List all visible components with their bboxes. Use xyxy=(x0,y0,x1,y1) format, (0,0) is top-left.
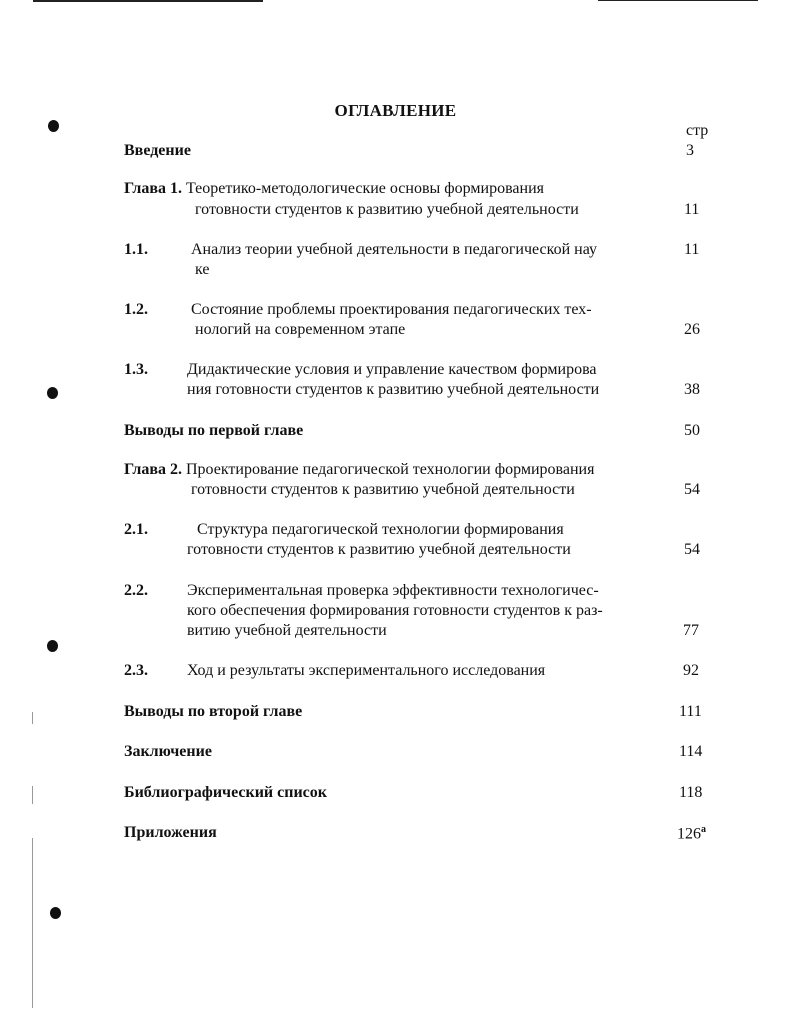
toc-page-number: 26 xyxy=(684,321,700,338)
toc-number: 1.2. xyxy=(124,301,148,318)
toc-page-number: 50 xyxy=(684,422,700,439)
scan-edge-line-left xyxy=(33,0,263,2)
toc-label: Выводы по первой главе xyxy=(124,422,304,439)
toc-label: Ход и результаты экспериментального исследования xyxy=(187,662,546,679)
toc-number: Глава 1. xyxy=(124,180,182,197)
toc-number: 2.1. xyxy=(124,521,148,538)
toc-label-cont: готовности студентов к развитию учебной деятельности xyxy=(187,541,571,558)
toc-number: 1.3. xyxy=(124,361,148,378)
toc-label-cont: кого обеспечения формирования готовности студентов к раз- xyxy=(187,602,603,619)
toc-number: 1.1. xyxy=(124,241,148,258)
toc-label-cont: ния готовности студентов к развитию учебной деятельности xyxy=(187,381,600,398)
toc-page-number: 11 xyxy=(684,201,700,218)
toc-entry-line xyxy=(124,180,544,198)
scan-margin-mark xyxy=(32,838,33,1008)
toc-label: Дидактические условия и управление качеством формирова xyxy=(187,361,597,378)
toc-label-cont: нологий на современном этапе xyxy=(195,321,406,338)
appendix-mark: a xyxy=(701,824,706,835)
toc-number: 2.2. xyxy=(124,582,148,599)
toc-label: Теоретико-методологические основы формирования xyxy=(186,180,544,197)
toc-label: Библиографический список xyxy=(124,784,327,801)
toc-entry-line xyxy=(124,461,594,479)
toc-page-number: 54 xyxy=(684,481,700,498)
toc-page-number: 11 xyxy=(684,241,700,258)
appendix-page: 126 xyxy=(677,825,701,843)
toc-label-cont: ке xyxy=(195,261,210,278)
scan-margin-mark xyxy=(32,786,33,804)
toc-page-number: 92 xyxy=(683,662,699,679)
toc-label: Состояние проблемы проектирования педагогических тех- xyxy=(191,301,592,318)
toc-label: Выводы по второй главе xyxy=(124,703,303,720)
scan-edge-line-right xyxy=(598,0,758,1)
toc-label-cont: витию учебной деятельности xyxy=(187,622,387,639)
toc-page-number: 118 xyxy=(679,784,703,801)
toc-page-number: 114 xyxy=(679,743,703,760)
toc-label: Экспериментальная проверка эффективности технологичес- xyxy=(187,582,599,599)
page-column-header: стр xyxy=(686,122,709,139)
toc-label: Заключение xyxy=(124,743,212,760)
toc-label: Приложения xyxy=(124,824,217,841)
toc-page-number: 77 xyxy=(683,622,699,639)
toc-page-number: 3 xyxy=(686,142,694,159)
toc-label: Анализ теории учебной деятельности в педагогической нау xyxy=(191,241,598,258)
toc-page-number: 38 xyxy=(684,381,700,398)
punch-hole-mark xyxy=(47,387,58,399)
toc-label-cont: готовности студентов к развитию учебной деятельности xyxy=(195,201,579,218)
toc-number: 2.3. xyxy=(124,662,148,679)
toc-number: Глава 2. xyxy=(124,461,182,478)
toc-label: Структура педагогической технологии формирования xyxy=(197,521,564,538)
punch-hole-mark xyxy=(47,640,58,652)
scan-margin-mark xyxy=(32,712,33,724)
toc-label: Проектирование педагогической технологии формирования xyxy=(186,461,595,478)
toc-page-number: 111 xyxy=(679,703,702,720)
toc-label: Введение xyxy=(124,142,191,159)
page-title: ОГЛАВЛЕНИЕ xyxy=(334,101,457,120)
punch-hole-mark xyxy=(50,907,61,919)
toc-label-cont: готовности студентов к развитию учебной деятельности xyxy=(191,481,575,498)
toc-page-number: 54 xyxy=(684,541,700,558)
toc-page-number xyxy=(677,824,706,843)
punch-hole-mark xyxy=(48,120,59,132)
